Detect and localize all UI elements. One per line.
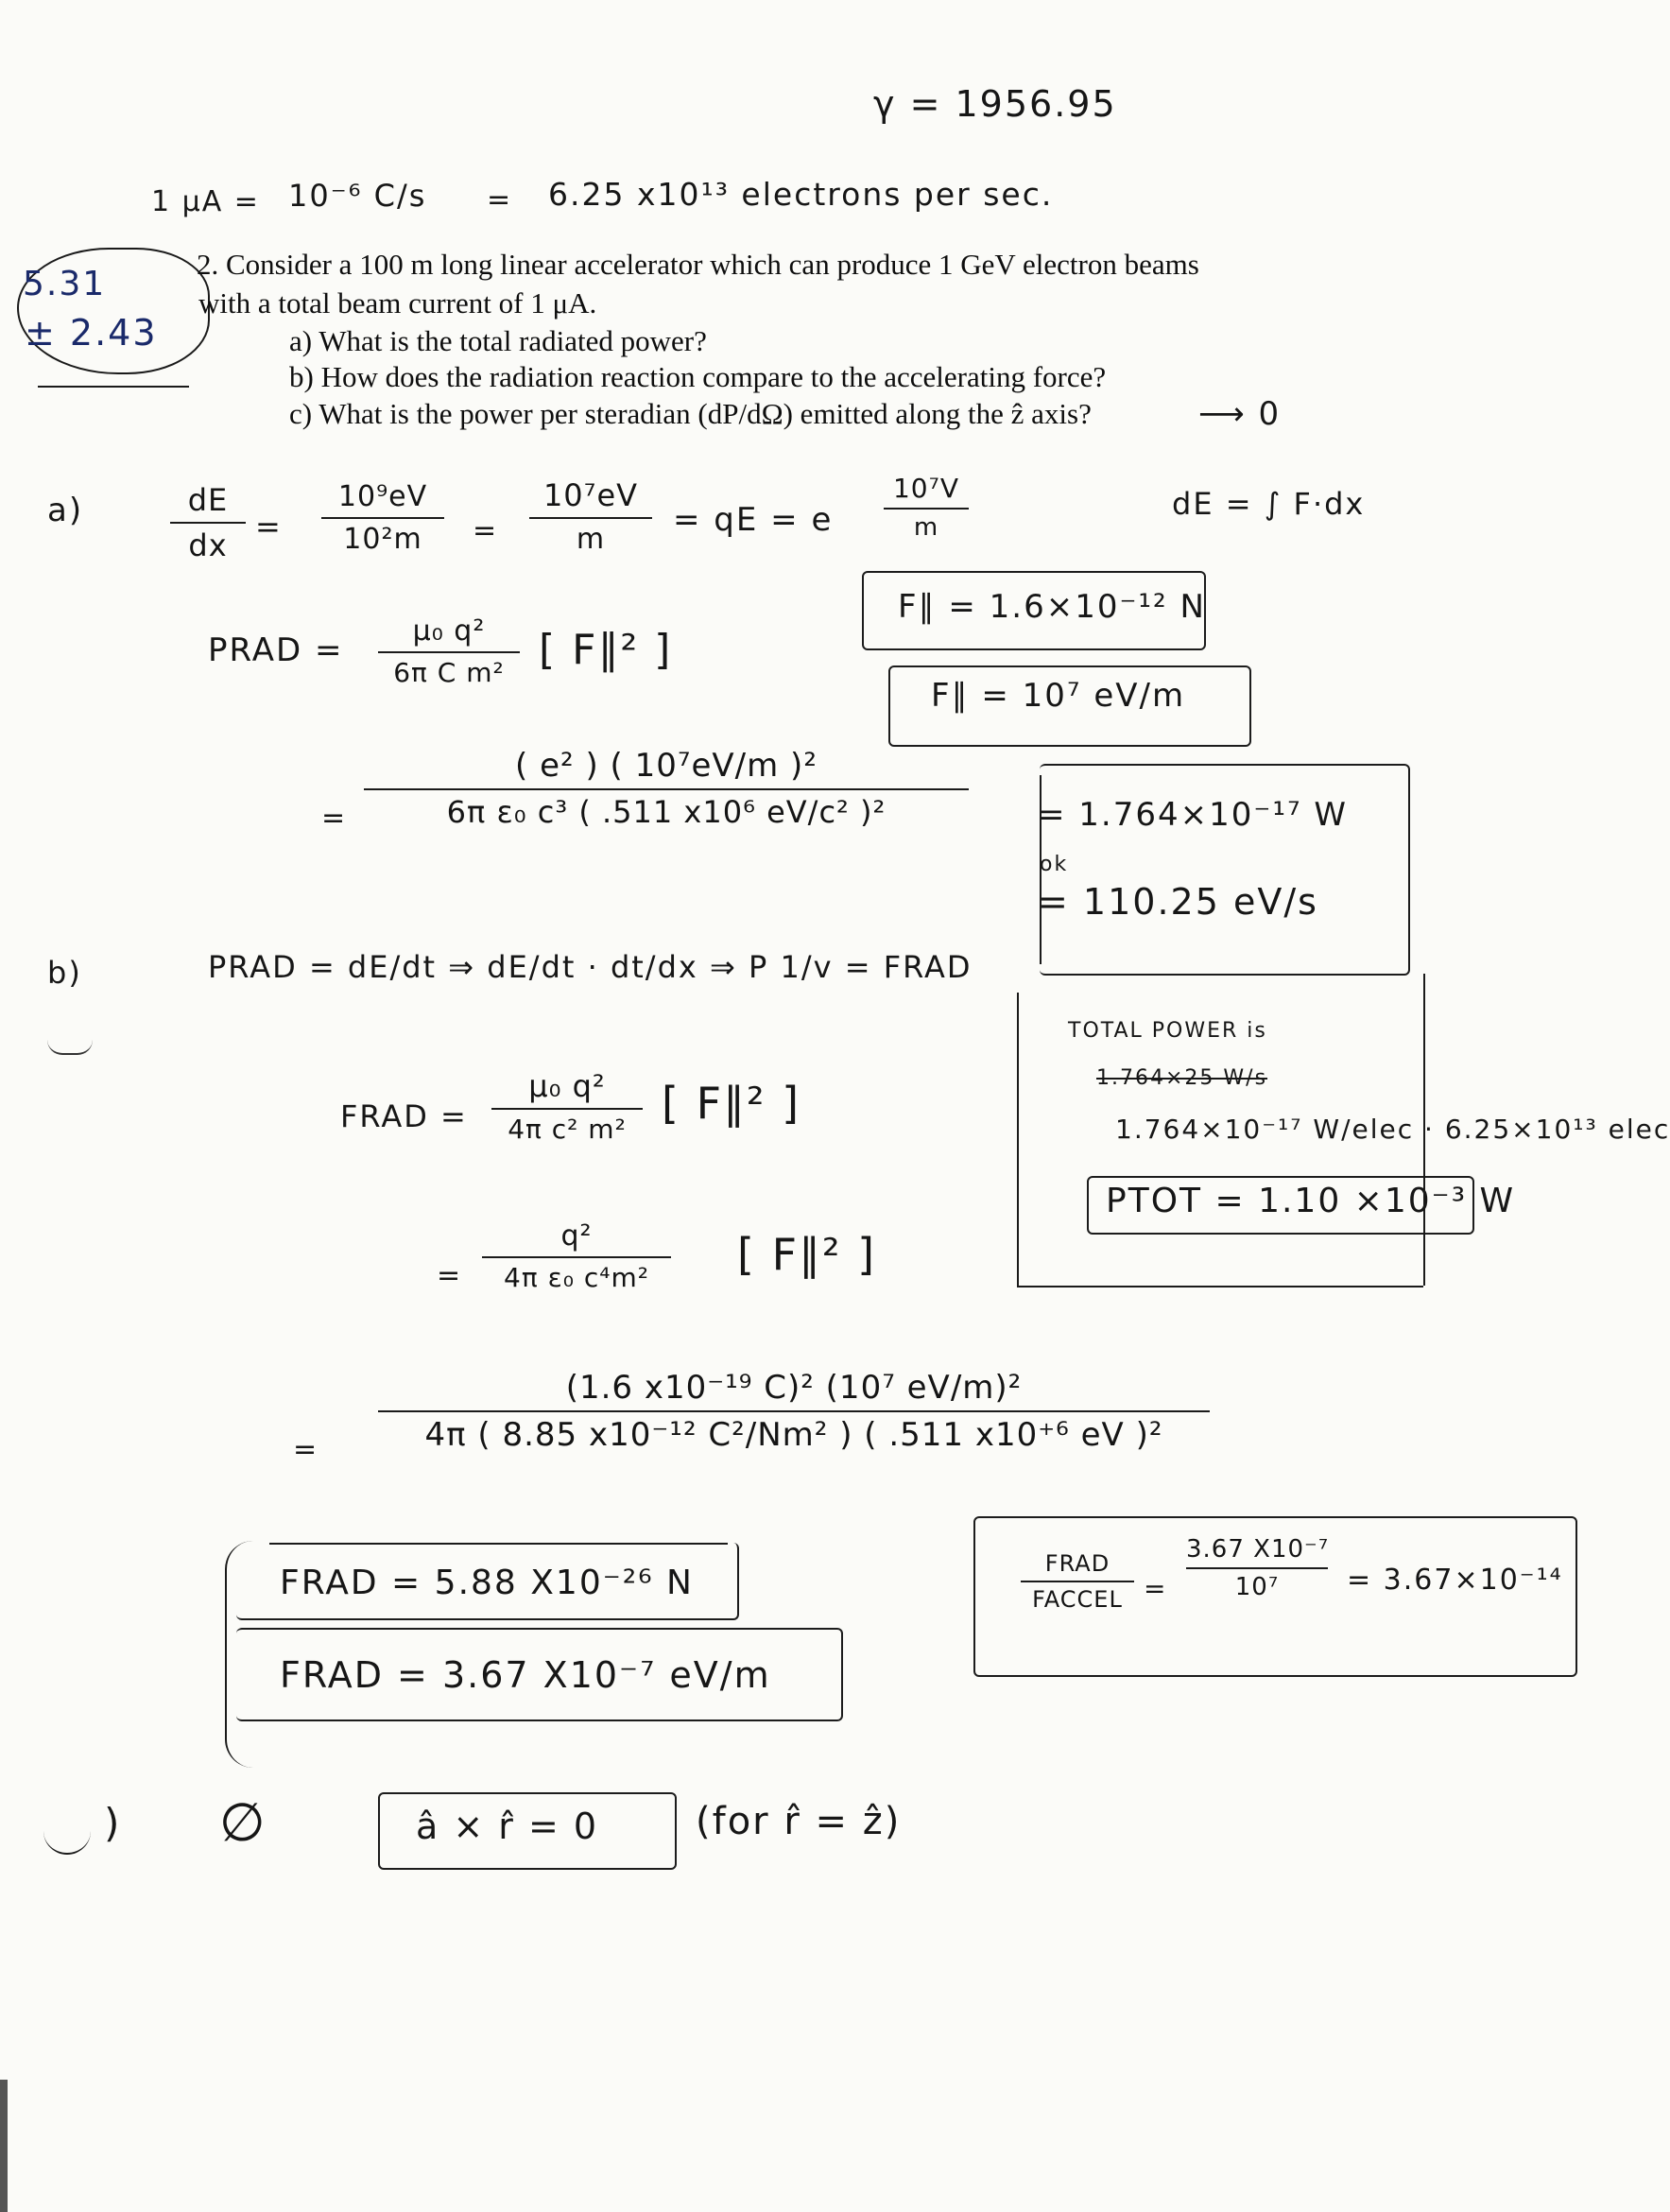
eq-1: = — [255, 509, 283, 544]
numeric-num: (1.6 x10⁻¹⁹ C)² (10⁷ eV/m)² — [565, 1369, 1023, 1407]
question-b: b) How does the radiation reaction compare to the accelerating force? — [289, 360, 1107, 393]
part-c-paren: ) — [104, 1800, 122, 1846]
result-ev: = 110.25 eV/s — [1038, 881, 1318, 923]
force-ev: F∥ = 10⁷ eV/m — [931, 677, 1186, 715]
eq-6: = — [1144, 1573, 1168, 1604]
total-power-crossed: 1.764×25 W/s — [1096, 1066, 1268, 1090]
part-c-formula: â × r̂ = 0 — [416, 1806, 599, 1847]
part-a-label: a) — [47, 492, 84, 529]
question-c: c) What is the power per steradian (dP/dΩ) emitted along the ẑ axis? — [289, 397, 1092, 430]
dx-den: dx — [188, 527, 228, 563]
scan-edge — [0, 2080, 8, 2212]
eq-3: = — [321, 802, 348, 835]
ratio-value-den: 10⁷ — [1234, 1573, 1280, 1601]
eq2-den: 4π ε₀ c⁴m² — [504, 1262, 649, 1293]
sub-num: ( e² ) ( 10⁷eV/m )² — [515, 747, 818, 785]
frad-bracket: [ F∥² ] — [662, 1078, 801, 1129]
frad-ev: FRAD = 3.67 X10⁻⁷ eV/m — [280, 1654, 771, 1696]
prad-den: 6π C m² — [393, 657, 505, 688]
total-power-result: PTOT = 1.10 ×10⁻³ W — [1106, 1182, 1516, 1220]
current-eq: = — [487, 183, 513, 216]
f2-num: 10⁷eV — [542, 477, 639, 513]
frad-eq2-fraction — [482, 1219, 671, 1293]
ratio-label-fraction — [1021, 1550, 1134, 1613]
force-newton: F∥ = 1.6×10⁻¹² N — [898, 588, 1206, 626]
question-c-answer: ⟶ 0 — [1198, 395, 1282, 433]
result-ok: ok — [1040, 853, 1069, 876]
problem-stem-1: 2. Consider a 100 m long linear accelerator which can produce 1 GeV electron beams — [197, 248, 1199, 281]
gamma-value: γ = 1956.95 — [873, 83, 1117, 125]
prad-num: μ₀ q² — [412, 614, 486, 648]
part-b-label: b) — [47, 955, 82, 991]
frad-fraction — [491, 1068, 643, 1145]
eq2-num: q² — [560, 1219, 593, 1253]
eq-5: = — [293, 1433, 319, 1466]
f2-den: m — [576, 523, 606, 556]
part-c-note: (for r̂ = ẑ) — [696, 1800, 902, 1843]
ratio-label-num: FRAD — [1044, 1550, 1110, 1577]
problem-stem-2: with a total beam current of 1 μA. — [198, 286, 597, 320]
score-value: 5.31 — [23, 265, 107, 303]
part-c-answer: ∅ — [219, 1792, 267, 1854]
total-power-label: TOTAL POWER is — [1068, 1019, 1267, 1043]
total-frame-right — [1423, 974, 1425, 1286]
prad-fraction — [378, 614, 520, 688]
total-frame-left — [1017, 993, 1019, 1286]
de-dx-fraction — [170, 482, 246, 563]
fraction-1 — [321, 480, 444, 556]
part-b-chain: PRAD = dE/dt ⇒ dE/dt · dt/dx ⇒ P 1/v = FRAD — [208, 949, 973, 985]
frad-num: μ₀ q² — [528, 1068, 606, 1104]
total-power-calc: 1.764×10⁻¹⁷ W/elec · 6.25×10¹³ elec — [1115, 1114, 1670, 1145]
score-underline — [38, 386, 189, 388]
prad-label: PRAD = — [208, 631, 344, 669]
part-c-checkmark — [43, 1815, 91, 1855]
numeric-fraction — [378, 1369, 1210, 1454]
fraction-3 — [884, 473, 969, 542]
eq-4: = — [437, 1259, 463, 1292]
frad-bracket-2: [ F∥² ] — [737, 1229, 877, 1280]
frad-label: FRAD = — [340, 1098, 468, 1134]
question-a: a) What is the total radiated power? — [289, 324, 707, 357]
prad-bracket: [ F∥² ] — [539, 626, 673, 674]
f3-num: 10⁷V — [892, 473, 959, 504]
f3-den: m — [913, 513, 939, 542]
fraction-2 — [529, 477, 652, 556]
sub-den: 6π ε₀ c³ ( .511 x10⁶ eV/c² )² — [446, 794, 887, 830]
current-mid: 10⁻⁶ C/s — [288, 178, 427, 214]
substitution-fraction — [364, 747, 969, 830]
score-uncertainty: ± 2.43 — [25, 312, 158, 354]
frad-den: 4π c² m² — [508, 1114, 627, 1145]
result-watt: = 1.764×10⁻¹⁷ W — [1038, 796, 1349, 834]
current-rhs: 6.25 x10¹³ electrons per sec. — [548, 176, 1054, 213]
f1-den: 10²m — [343, 523, 422, 556]
ratio-value-num: 3.67 X10⁻⁷ — [1186, 1535, 1330, 1564]
ratio-label-den: FACCEL — [1032, 1586, 1123, 1613]
qE-text: = qE = e — [673, 501, 834, 539]
ratio-value-fraction — [1186, 1535, 1328, 1601]
f1-num: 10⁹eV — [337, 480, 428, 513]
margin-mark-1 — [47, 1040, 93, 1055]
de-num: dE — [187, 482, 229, 518]
numeric-den: 4π ( 8.85 x10⁻¹² C²/Nm² ) ( .511 x10⁺⁶ eV )² — [424, 1416, 1163, 1454]
work-integral: dE = ∫ F·dx — [1172, 486, 1366, 522]
ratio-result: = 3.67×10⁻¹⁴ — [1347, 1564, 1563, 1597]
eq-2: = — [473, 514, 499, 547]
total-frame-bottom — [1017, 1286, 1423, 1287]
frad-newton: FRAD = 5.88 X10⁻²⁶ N — [280, 1564, 694, 1602]
current-lhs: 1 μA = — [151, 185, 260, 218]
